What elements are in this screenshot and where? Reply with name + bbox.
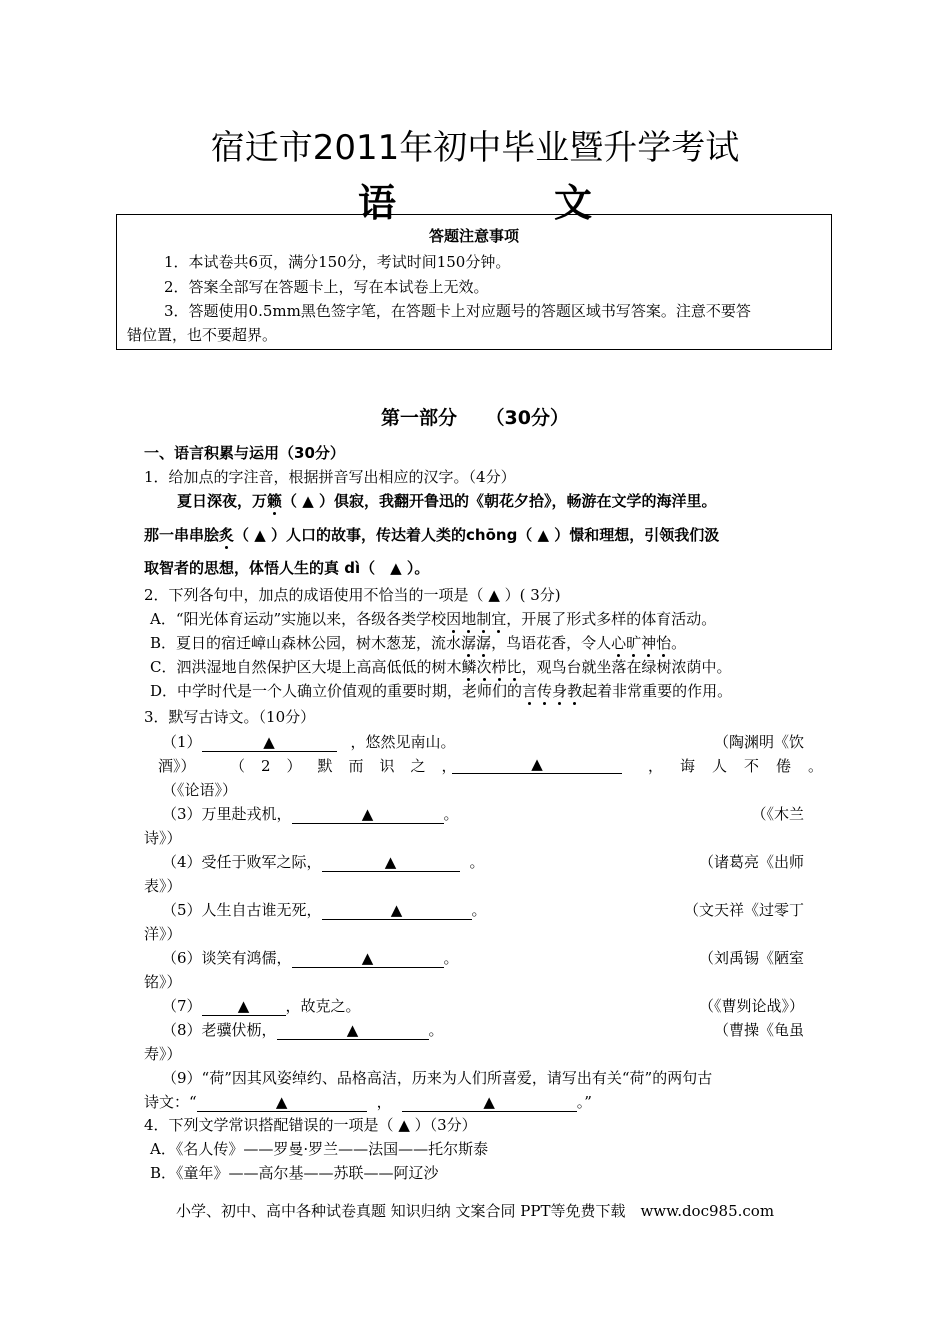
text: （8）老骥伏枥，	[162, 1021, 277, 1039]
q3-stem: 3．默写古诗文。（10分）	[144, 708, 316, 726]
dotted-char: 旷	[626, 634, 642, 652]
q1-line	[144, 524, 719, 545]
footer-text: 小学、初中、高中各种试卷真题 知识归纳 文案合同 PPT等免费下载 www.doc985.com	[175, 1202, 775, 1220]
q4-option-b: B．《童年》——高尔基——苏联——阿辽沙	[150, 1164, 439, 1182]
exam-title: 宿迁市2011年初中毕业暨升学考试	[210, 128, 740, 168]
notice-item: 1．本试卷共6页，满分150分，考试时间150分钟。	[164, 253, 511, 271]
q3-item: ，诲人不倦。	[648, 757, 841, 775]
subject-title: 语 文	[357, 181, 652, 225]
text: 。	[469, 853, 485, 871]
notice-item: 2．答案全部写在答题卡上，写在本试卷上无效。	[164, 278, 489, 296]
notice-title: 答题注意事项	[428, 227, 519, 245]
dotted-char: 籁	[267, 492, 283, 510]
dotted-char: 传	[537, 682, 553, 700]
text: ，开展了形式多样的体育活动。	[506, 610, 717, 628]
q3-item	[162, 803, 459, 824]
text: ，	[376, 1093, 392, 1111]
answer-blank[interactable]: ▲	[202, 734, 337, 752]
text: A．“阳光体育运动”实施以来，各级各类学校	[150, 610, 447, 628]
q3-item: （2）默而识之，	[230, 757, 473, 775]
q3-source: （诸葛亮《出师	[698, 853, 804, 871]
answer-blank[interactable]: ▲	[402, 1094, 577, 1112]
q2-option-d	[150, 680, 732, 701]
q3-source: 表》）	[144, 877, 182, 895]
text: 诗文：“	[144, 1093, 197, 1111]
q3-item	[144, 1091, 592, 1112]
q3-source: （刘禹锡《陋室	[698, 949, 804, 967]
q4-option-a: A．《名人传》——罗曼·罗兰——法国——托尔斯泰	[150, 1140, 489, 1158]
text: 。	[671, 634, 687, 652]
text: 。”	[576, 1093, 592, 1111]
text: C．泗洪湿地自然保护区大堤上高高低低的树木	[150, 658, 462, 676]
dotted-char: 身	[552, 682, 568, 700]
q1-line	[177, 490, 717, 511]
text: （3）万里赴戎机，	[162, 805, 292, 823]
text: （4）受任于败军之际，	[162, 853, 322, 871]
answer-blank[interactable]: ▲	[277, 1022, 429, 1040]
q3-item	[162, 731, 456, 752]
dotted-char: 潺	[461, 634, 477, 652]
dotted-char: 神	[641, 634, 657, 652]
text: ，悠然见南山。	[350, 733, 456, 751]
text: 。	[471, 901, 487, 919]
q3-item	[162, 851, 485, 872]
dotted-char: 潺	[476, 634, 492, 652]
q3-source: 寿》）	[144, 1045, 182, 1063]
text: （6）谈笑有鸿儒，	[162, 949, 292, 967]
q3-item: （9）“荷”因其风姿绰约、品格高洁，历来为人们所喜爱，请写出有关“荷”的两句古	[162, 1069, 713, 1087]
q2-option-a	[150, 608, 716, 629]
q3-source: （曹操《龟虽	[713, 1021, 804, 1039]
q2-option-b	[150, 632, 686, 653]
answer-blank[interactable]: ▲	[202, 998, 286, 1016]
dotted-char: 心	[611, 634, 627, 652]
q3-source: 铭》）	[144, 973, 182, 991]
answer-blank[interactable]: ▲	[452, 756, 622, 774]
dotted-char: 怡	[656, 634, 672, 652]
q2-stem: 2．下列各句中，加点的成语使用不恰当的一项是（ ▲ ）( 3分)	[144, 586, 561, 604]
q3-item	[452, 755, 622, 774]
text: （5）人生自古谁无死，	[162, 901, 322, 919]
answer-blank[interactable]: ▲	[322, 902, 472, 920]
section-title: 一、语言积累与运用（30分）	[144, 444, 345, 462]
q3-item	[162, 1019, 444, 1040]
q4-stem: 4．下列文学常识搭配错误的一项是（ ▲ ）（3分）	[144, 1116, 477, 1134]
text: 那一串串脍	[144, 526, 220, 544]
dotted-char: 教	[567, 682, 583, 700]
answer-blank[interactable]: ▲	[292, 806, 444, 824]
text: （ ▲ ）俱寂，我翻开鲁迅的《朝花夕拾》，畅游在文学的海洋里。	[282, 492, 717, 510]
dotted-char: 宜	[491, 610, 507, 628]
q3-item	[162, 947, 459, 968]
dotted-char: 地	[461, 610, 477, 628]
part-title: 第一部分 （30分）	[381, 407, 569, 429]
answer-blank[interactable]: ▲	[197, 1094, 367, 1112]
q3-source: 诗》）	[144, 829, 182, 847]
q3-item	[162, 899, 487, 920]
q3-item: 酒》）	[158, 757, 196, 775]
dotted-char: 鳞	[461, 658, 477, 676]
text: ，观鸟台就坐落在绿树浓荫中。	[521, 658, 732, 676]
q2-option-c	[150, 656, 732, 677]
notice-item: 错位置，也不要超界。	[127, 326, 278, 344]
q3-source: 洋》）	[144, 925, 182, 943]
answer-blank[interactable]: ▲	[322, 854, 460, 872]
dotted-char: 炙	[219, 526, 235, 544]
answer-blank[interactable]: ▲	[292, 950, 444, 968]
q1-line: 取智者的思想，体悟人生的真 dì（ ▲ ）。	[144, 559, 430, 577]
q3-item	[162, 995, 361, 1016]
text: 起着非常重要的作用。	[582, 682, 733, 700]
text: 。	[428, 1021, 444, 1039]
notice-box	[116, 214, 832, 350]
dotted-char: 栉	[491, 658, 507, 676]
text: B．夏日的宿迁嶂山森林公园，树木葱茏，流水	[150, 634, 462, 652]
dotted-char: 因	[446, 610, 462, 628]
q3-source: （《论语》）	[162, 781, 238, 799]
dotted-char: 言	[522, 682, 538, 700]
dotted-char: 制	[476, 610, 492, 628]
q3-source: （《木兰	[751, 805, 804, 823]
text: 夏日深夜，万	[177, 492, 268, 510]
text: 。	[443, 805, 459, 823]
text: ，鸟语花香，令人	[491, 634, 612, 652]
dotted-char: 次	[476, 658, 492, 676]
text: （1）	[162, 733, 202, 751]
q1-stem: 1．给加点的字注音，根据拼音写出相应的汉字。（4分）	[144, 468, 516, 486]
dotted-char: 比	[506, 658, 522, 676]
q3-source: （文天祥《过零丁	[683, 901, 804, 919]
text: （7）	[162, 997, 202, 1015]
notice-item: 3．答题使用0.5mm黑色签字笔，在答题卡上对应题号的答题区域书写答案。注意不要答	[164, 302, 751, 320]
text: 。	[443, 949, 459, 967]
q3-source: （陶渊明《饮	[713, 733, 804, 751]
text: ，故克之。	[285, 997, 361, 1015]
q3-source: （《曹刿论战》）	[698, 997, 804, 1015]
text: （ ▲ ）人口的故事，传达着人类的chōng（ ▲ ）憬和理想，引领我们汲	[234, 526, 720, 544]
text: D．中学时代是一个人确立价值观的重要时期，老师们的	[150, 682, 523, 700]
